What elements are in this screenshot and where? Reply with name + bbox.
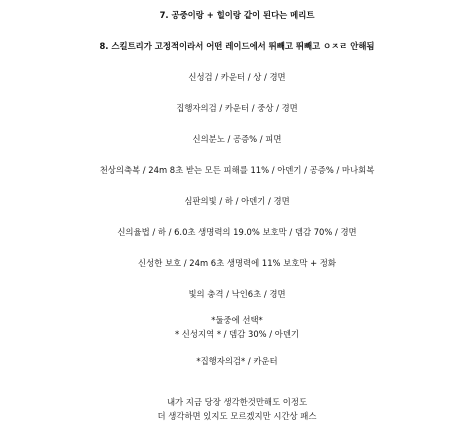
- choice-heading: *둘중에 선택*: [211, 315, 263, 325]
- point-8-text: 8. 스킬트리가 고정적이라서 어떤 레이드에서 뛰빼고 뛰빼고 ㅇㅈㄹ 안해됨: [99, 41, 375, 51]
- skill-line-divine-law: 신의율법 / 하 / 6.0초 생명력의 19.0% 보호막 / 뎀감 70% / 경면: [117, 227, 357, 237]
- skill-line-executioner: 집행자의검 / 카운터 / 중상 / 경면: [176, 103, 298, 113]
- skill-line-holy-protection: 신성한 보호 / 24m 6초 생명력에 11% 보호막 + 정화: [138, 258, 336, 268]
- skill-line-heavenly-blessing: 천상의축복 / 24m 8초 받는 모든 피해를 11% / 아덴기 / 공증% / 마나회복: [99, 165, 375, 175]
- choice-option-holy-area: * 신성지역 * / 뎀감 30% / 아덴기: [174, 329, 300, 339]
- skill-line-divine-wrath: 신의분노 / 공증% / 피면: [192, 134, 282, 144]
- skill-line-judgment-light: 심판의빛 / 하 / 아덴기 / 경면: [184, 196, 290, 206]
- choice-option-executioner: *집행자의검* / 카운터: [196, 356, 278, 366]
- skill-line-holy-sword: 신성검 / 카운터 / 상 / 경면: [188, 72, 286, 82]
- skill-line-light-shock: 빛의 충격 / 낙인6초 / 경면: [188, 289, 286, 299]
- point-7-text: 7. 공중이랑 + 힐이랑 같이 된다는 메리트: [159, 10, 315, 20]
- closing-line-2: 더 생각하면 있지도 모르겠지만 시간상 패스: [157, 411, 317, 421]
- closing-line-1: 내가 지금 당장 생각한것만해도 이정도: [166, 397, 308, 407]
